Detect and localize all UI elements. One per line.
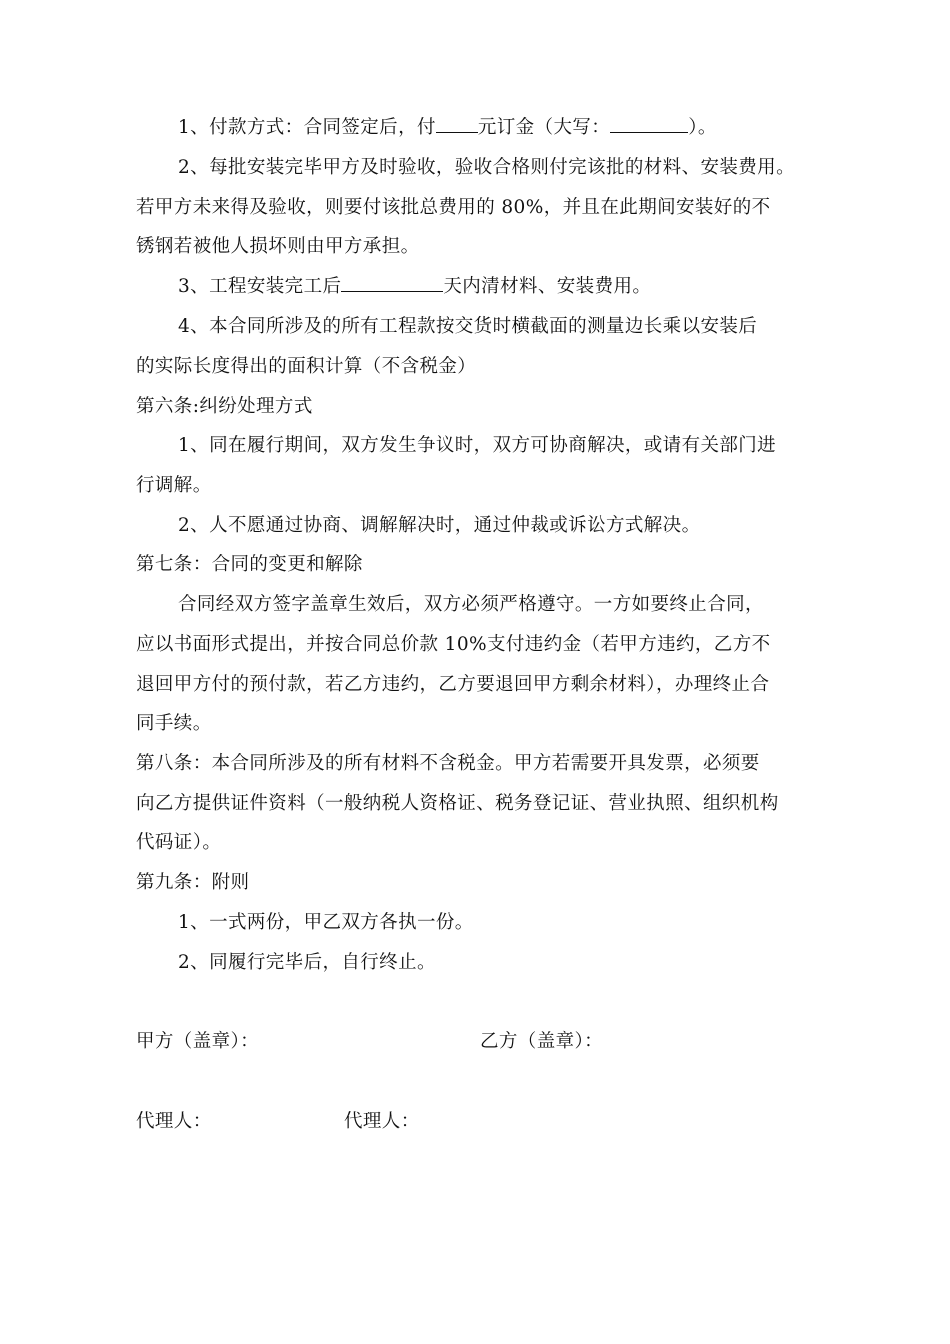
- payment-item-2-line-2: 若甲方未来得及验收，则要付该批总费用的 80%，并且在此期间安装好的不: [136, 197, 771, 218]
- article-9-title: 第九条：附则: [136, 872, 250, 893]
- article-6-title: 第六条:纠纷处理方式: [136, 396, 313, 417]
- deposit-amount-blank: [436, 114, 478, 133]
- article-8-line-2: 向乙方提供证件资料（一般纳税人资格证、税务登记证、营业执照、组织机构: [136, 793, 779, 814]
- article-9-item-2: 2、同履行完毕后，自行终止。: [178, 952, 436, 973]
- article-7-line-3: 退回甲方付的预付款，若乙方违约，乙方要退回甲方剩余材料），办理终止合: [136, 674, 770, 695]
- article-7-line-2: 应以书面形式提出，并按合同总价款 10%支付违约金（若甲方违约，乙方不: [136, 634, 771, 655]
- payment-item-1-suffix: ）。: [688, 117, 717, 138]
- payment-item-4-line-2: 的实际长度得出的面积计算（不含税金）: [136, 356, 477, 377]
- payment-item-4-line-1: 4、本合同所涉及的所有工程款按交货时横截面的测量边长乘以安装后: [178, 316, 758, 337]
- party-a-seal-label: 甲方（盖章）：: [136, 1031, 260, 1052]
- payment-item-1: [178, 114, 868, 142]
- article-7-line-1: 合同经双方签字盖章生效后，双方必须严格遵守。一方如要终止合同，: [178, 594, 764, 615]
- article-6-item-1-line-2: 行调解。: [136, 475, 212, 496]
- article-9-item-1: 1、一式两份，甲乙双方各执一份。: [178, 912, 474, 933]
- party-a-agent-label: 代理人：: [136, 1111, 212, 1132]
- days-blank: [341, 273, 443, 292]
- deposit-amount-words-blank: [610, 114, 688, 133]
- article-6-item-1-line-1: 1、同在履行期间，双方发生争议时，双方可协商解决，或请有关部门进: [178, 435, 777, 456]
- article-7-line-4: 同手续。: [136, 713, 212, 734]
- article-8-line-1: 第八条：本合同所涉及的所有材料不含税金。甲方若需要开具发票，必须要: [136, 753, 760, 774]
- article-7-title: 第七条：合同的变更和解除: [136, 554, 363, 575]
- party-b-seal-label: 乙方（盖章）：: [480, 1031, 604, 1052]
- article-8-line-3: 代码证）。: [136, 832, 222, 853]
- payment-item-2-line-1: 2、每批安装完毕甲方及时验收，验收合格则付完该批的材料、安装费用。: [178, 157, 795, 178]
- party-b-agent-label: 代理人：: [344, 1111, 420, 1132]
- payment-item-2-line-3: 锈钢若被他人损坏则由甲方承担。: [136, 236, 420, 257]
- payment-item-1-prefix: 1、付款方式：合同签定后，付: [178, 117, 436, 138]
- payment-item-3: [178, 273, 868, 301]
- payment-item-3-suffix: 天内清材料、安装费用。: [443, 276, 652, 297]
- payment-item-1-middle: 元订金（大写：: [477, 117, 611, 138]
- payment-item-3-prefix: 3、工程安装完工后: [178, 276, 342, 297]
- article-6-item-2: 2、人不愿通过协商、调解解决时，通过仲裁或诉讼方式解决。: [178, 515, 701, 536]
